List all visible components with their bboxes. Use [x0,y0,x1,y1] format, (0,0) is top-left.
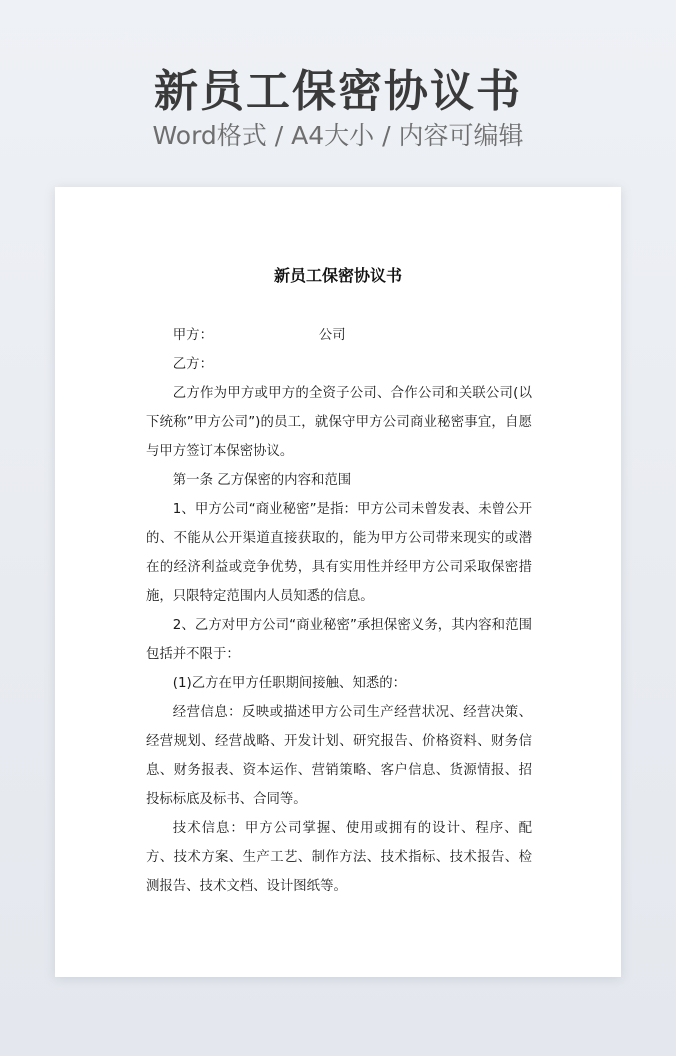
party-a-line [146,321,532,350]
document-page [55,187,621,977]
party-b-line [146,350,532,379]
banner-subtitle: Word格式 / A4大小 / 内容可编辑 [152,121,524,150]
party-a-label: 甲方： [172,328,213,343]
paragraph-scope-item-1: (1)乙方在甲方任职期间接触、知悉的： [172,676,407,691]
banner-title: 新员工保密协议书 [154,66,522,117]
party-a-company: 公司 [318,328,346,343]
paragraph-confidentiality-scope: 2、乙方对甲方公司“商业秘密”承担保密义务，其内容和范围包括并不限于： [146,618,532,662]
document-title: 新员工保密协议书 [273,266,402,285]
paragraph-business-info: 经营信息：反映或描述甲方公司生产经营状况、经营决策、经营规划、经营战略、开发计划、研究报告、价格资料、财务信息、财务报表、资本运作、营销策略、客户信息、货源情报、招投标标底及标书、合同等。 [146,705,532,807]
party-b-label: 乙方： [172,357,213,372]
paragraph-technical-info: 技术信息：甲方公司掌握、使用或拥有的设计、程序、配方、技术方案、生产工艺、制作方法、技术指标、技术报告、检测报告、技术文档、设计图纸等。 [146,821,532,894]
document-body [146,321,532,901]
paragraph-trade-secret-definition: 1、甲方公司“商业秘密”是指：甲方公司未曾发表、未曾公开的、不能从公开渠道直接获取的，能为甲方公司带来现实的或潜在的经济利益或竞争优势，具有实用性并经甲方公司采取保密措施，只限特定范围内人员知悉的信息。 [146,502,532,604]
article-one-heading: 第一条 乙方保密的内容和范围 [172,473,352,488]
paragraph-intro: 乙方作为甲方或甲方的全资子公司、合作公司和关联公司(以下统称”甲方公司”)的员工，就保守甲方公司商业秘密事宜，自愿与甲方签订本保密协议。 [146,386,532,459]
